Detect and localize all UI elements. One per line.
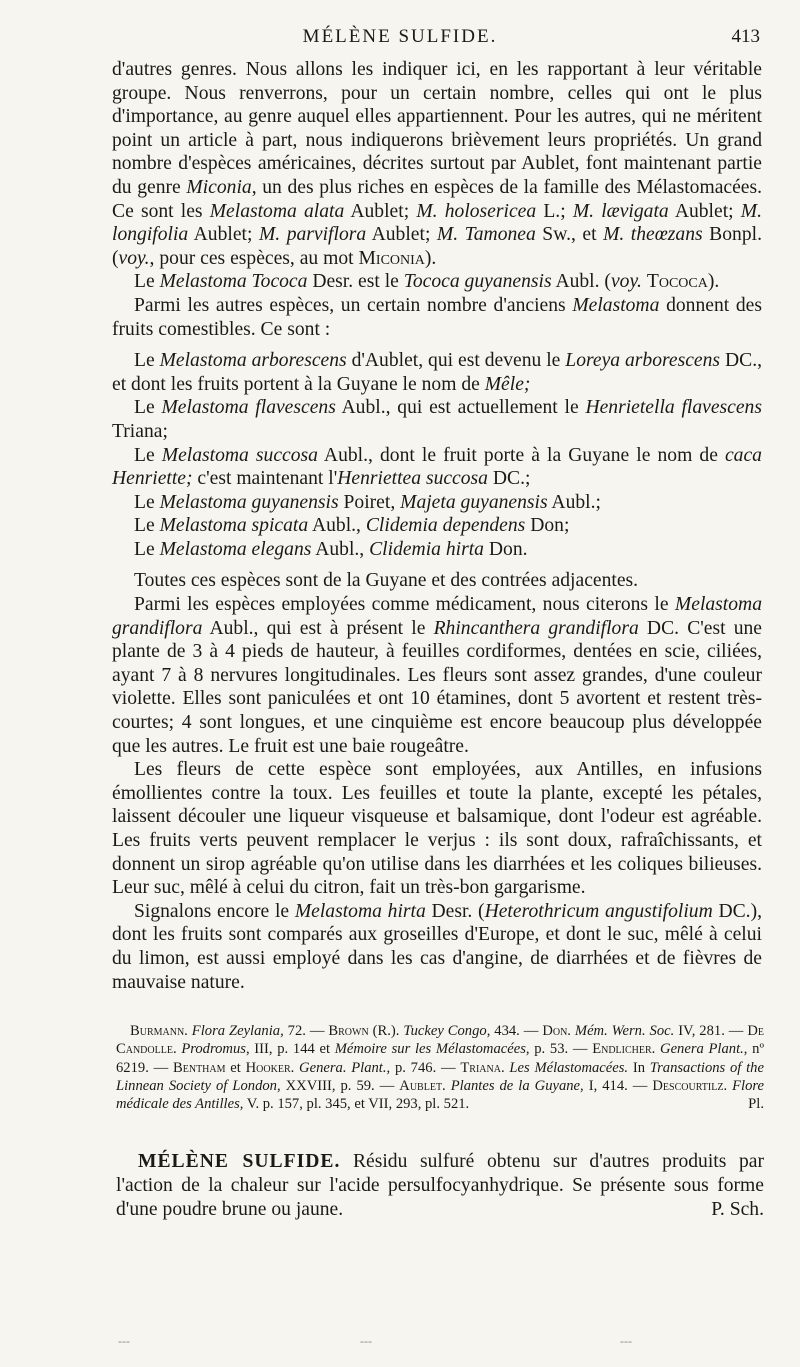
text-run: , 72. — [280, 1023, 329, 1039]
paragraph-uses: Les fleurs de cette espèce sont employées, aux Antilles, en infusions émollientes contre la toux. Les feuilles et toute la plante, excepté les pétales, laissent découler une liqueur visqueuse et balsamique, dont l'odeur est agréable. Les fruits verts peuvent remplacer le verjus : ils sont doux, rafraîchissants, et donnent un sirop agréable qu'on utilise dans les diarrhées et les coliques bilieuses. Leur suc, mêlé à celui du citron, fait un très-bon gargarisme. [112, 759, 762, 899]
text-run: ). [424, 247, 437, 269]
taxon-name: Loreya arborescens [565, 350, 721, 372]
text-run: Aubl., [308, 515, 366, 537]
taxon-name: M. longifolia [112, 200, 763, 246]
taxon-name: Henriettea succosa [337, 468, 488, 490]
taxon-name: M. theœzans [603, 224, 703, 246]
list-item [112, 444, 762, 491]
work-title: Transactions of the Linnean Society of London [116, 1059, 764, 1094]
text-run: voy. [118, 247, 150, 269]
text-run: Aubl. ( [551, 271, 611, 293]
text-run: IV, 281. — [674, 1023, 748, 1039]
taxon-name: Melastoma Tococa [159, 271, 308, 293]
text-run: ). [707, 271, 720, 293]
taxon-name: M. parviflora [258, 224, 367, 246]
taxon-name: M. Tamonea [436, 224, 536, 246]
text-run: , p. 53. — [525, 1041, 593, 1058]
work-title: Mémoire sur les Mélastomacées [334, 1041, 526, 1058]
author: Triana. [460, 1059, 505, 1076]
work-title: Flore médicale des Antilles [116, 1077, 764, 1113]
bibliography-text [116, 1022, 764, 1113]
text-run: DC.), dont les fruits sont comparés aux groseilles d'Europe, et dont le suc, mêlé à celui du limon, est aussi employé dans les cas d'angine, de diarrhées et de fièvres de mauvaise nature. [112, 900, 763, 993]
text-run: Le [134, 350, 160, 372]
footer-dash: --- [118, 1334, 130, 1348]
text-run: , un des plus riches en espèces de la famille des Mélastomacées. Ce sont les [112, 176, 763, 222]
footer-dash: --- [620, 1334, 632, 1348]
text-run: Aublet; [344, 200, 417, 222]
work-title: Les Mélastomacées. [509, 1059, 629, 1076]
text-run: Sw., et [535, 224, 604, 246]
text-run: In [628, 1059, 650, 1076]
text-run: Le [134, 515, 160, 537]
taxon-name: Melastoma elegans [159, 538, 312, 560]
taxon-name: Melastoma flavescens [161, 397, 336, 419]
entry-definition: Résidu sulfuré obtenu sur d'autres produits par l'action de la chaleur sur l'acide persulfocyanhydrique. Se présente sous forme d'une poudre brune ou jaune. [116, 1151, 764, 1220]
taxon-name: Melastoma grandiflora [112, 594, 762, 639]
text-run: Don; [525, 515, 570, 537]
text-run: Aublet; [366, 224, 437, 246]
author: Endlicher. [592, 1041, 656, 1058]
vernacular-name: Mêle; [484, 373, 531, 395]
paragraph-guyane: Toutes ces espèces sont de la Guyane et des contrées adjacentes. [134, 570, 639, 592]
taxon-name: Melastoma hirta [294, 900, 426, 922]
paragraph-tococa [112, 270, 762, 294]
text-run: donnent des fruits comestibles. Ce sont : [112, 294, 762, 340]
list-item [112, 538, 762, 562]
entry-headword: MÉLÈNE SULFIDE. [138, 1151, 341, 1172]
taxon-name: M. lævigata [572, 200, 669, 222]
text-run: , nº 6219. — [116, 1041, 764, 1076]
taxon-name: Rhincanthera grandiflora [433, 617, 639, 639]
text-run: Desr. est le [307, 271, 404, 293]
article-body [112, 58, 762, 994]
paragraph-continued [112, 58, 762, 270]
text-run: voy. [610, 271, 642, 293]
author-signature: P. Sch. [711, 1199, 764, 1220]
text-run: Aublet; [668, 200, 741, 222]
taxon-name: Melastoma arborescens [159, 350, 347, 372]
text-run: Desr. ( [425, 900, 485, 922]
work-title: Genera Plant. [660, 1041, 744, 1058]
text-run: Aubl., qui est actuellement le [335, 397, 586, 419]
text-run: Le [134, 444, 162, 466]
list-item [112, 491, 762, 515]
text-run: , p. 746. — [386, 1059, 461, 1076]
work-title: Tuckey Congo [403, 1023, 487, 1039]
taxon-name: Miconia [186, 176, 252, 198]
taxon-name: Melastoma guyanensis [159, 491, 339, 513]
author: Descourtilz. [652, 1077, 728, 1094]
cross-reference: Miconia [358, 247, 425, 269]
text-run: Parmi les espèces employées comme médicament, nous citerons le [134, 594, 675, 616]
work-title: Flora Zeylania [191, 1023, 281, 1039]
author: Brown [328, 1023, 369, 1039]
text-run: DC., et dont les fruits portent à la Guyane le nom de [112, 350, 763, 395]
page-number: 413 [731, 26, 760, 47]
text-run: Poiret, [338, 491, 401, 513]
paragraph-hirta [112, 900, 762, 994]
taxon-name: Heterothricum angustifolium [484, 900, 713, 922]
list-item [112, 396, 762, 443]
running-head [0, 26, 800, 56]
taxon-name: M. holosericea [416, 200, 537, 222]
text-run: L.; [536, 200, 573, 222]
text-run: DC.; [487, 468, 531, 490]
text-run: Bonpl. ( [112, 224, 762, 269]
text-run: , I, 414. — [580, 1077, 653, 1094]
taxon-name: Melastoma succosa [161, 444, 318, 466]
paragraph-edible [112, 294, 762, 341]
text-run: Aubl.; [547, 491, 601, 513]
taxon-name: Melastoma spicata [159, 515, 309, 537]
text-run: d'autres genres. Nous allons les indiquer ici, en les rapportant à leur véritable groupe. Nous renverrons, pour un certain nombre, celles qui ont le plus d'importance, au genre auquel elles appartiennent. Pour les autres, qui ne méritent point un article à part, nous indiquerons brièvement leurs propriétés. Un grand nombre d'espèces américaines, décrites surtout par Aublet, font maintenant partie du genre [112, 59, 762, 198]
text-run: , XXVIII, p. 59. — [276, 1077, 400, 1094]
taxon-name: Clidemia dependens [365, 515, 526, 537]
work-title: Genera. Plant. [299, 1059, 387, 1076]
text-run: Le [134, 538, 160, 560]
dictionary-entry [116, 1150, 764, 1222]
bibliography [116, 1022, 764, 1113]
author-signature: Pl. [748, 1096, 764, 1113]
text-run: Aubl., [311, 538, 370, 560]
taxon-name: Melastoma alata [209, 200, 345, 222]
text-run: Parmi les autres espèces, un certain nombre d'anciens [134, 294, 573, 316]
list-item [112, 514, 762, 538]
text-run: Aubl., qui est à présent le [202, 617, 434, 639]
author: Don. [542, 1023, 571, 1039]
text-run: , 434. — [486, 1023, 543, 1039]
footer-dash: --- [360, 1334, 372, 1348]
text-run: Aublet; [188, 224, 259, 246]
list-item [112, 349, 762, 396]
text-run: Aubl., dont le fruit porte à la Guyane le nom de [317, 444, 725, 466]
text-run: Le [134, 271, 160, 293]
text-run: et [225, 1059, 246, 1076]
author: Hooker. [245, 1059, 295, 1076]
text-run: , V. p. 157, pl. 345, et VII, 293, pl. 521. [239, 1096, 470, 1113]
author: Bentham [173, 1059, 226, 1076]
work-title: Prodromus [181, 1041, 246, 1058]
running-title: MÉLÈNE SULFIDE. [302, 26, 498, 47]
text-run: c'est maintenant l' [192, 468, 338, 490]
author: Aublet. [399, 1077, 446, 1094]
author: Burmann. [130, 1023, 188, 1039]
text-run: (R.). [368, 1023, 404, 1039]
taxon-name: Melastoma [572, 294, 660, 316]
text-run: Le [134, 397, 162, 419]
work-title: Mém. Wern. Soc. [574, 1023, 675, 1039]
entry-text [116, 1150, 764, 1222]
taxon-name: Tococa guyanensis [403, 271, 552, 293]
text-run: , III, p. 144 et [245, 1041, 335, 1058]
text-run: DC. C'est une plante de 3 à 4 pieds de hauteur, à feuilles cordiformes, dentées en scie, ciliées, ayant 7 à 8 nervures longitudinales. Les fleurs sont assez grandes, d'une couleur violette. Elles sont paniculées et ont 10 étamines, dont 5 avortent et restent très-courtes; 4 sont longues, et une cinquième est encore beaucoup plus développée que les autres. Le fruit est une baie rougeâtre. [112, 617, 763, 757]
vernacular-name: caca Henriette; [112, 444, 762, 490]
text-run: d'Aublet, qui est devenu le [346, 350, 566, 372]
taxon-name: Henrietella flavescens [585, 397, 762, 419]
text-run: Don. [483, 538, 528, 560]
text-run: Le [134, 491, 160, 513]
text-run: , pour ces espèces, au mot [149, 247, 359, 269]
paragraph-medicinal [112, 593, 762, 758]
text-run: Triana; [112, 420, 168, 442]
work-title: Plantes de la Guyane [450, 1077, 581, 1094]
text-run: Signalons encore le [134, 900, 295, 922]
author: De Candolle. [116, 1023, 764, 1058]
cross-reference: Tococa [646, 271, 708, 293]
taxon-name: Majeta guyanensis [400, 491, 548, 513]
taxon-name: Clidemia hirta [369, 538, 484, 560]
